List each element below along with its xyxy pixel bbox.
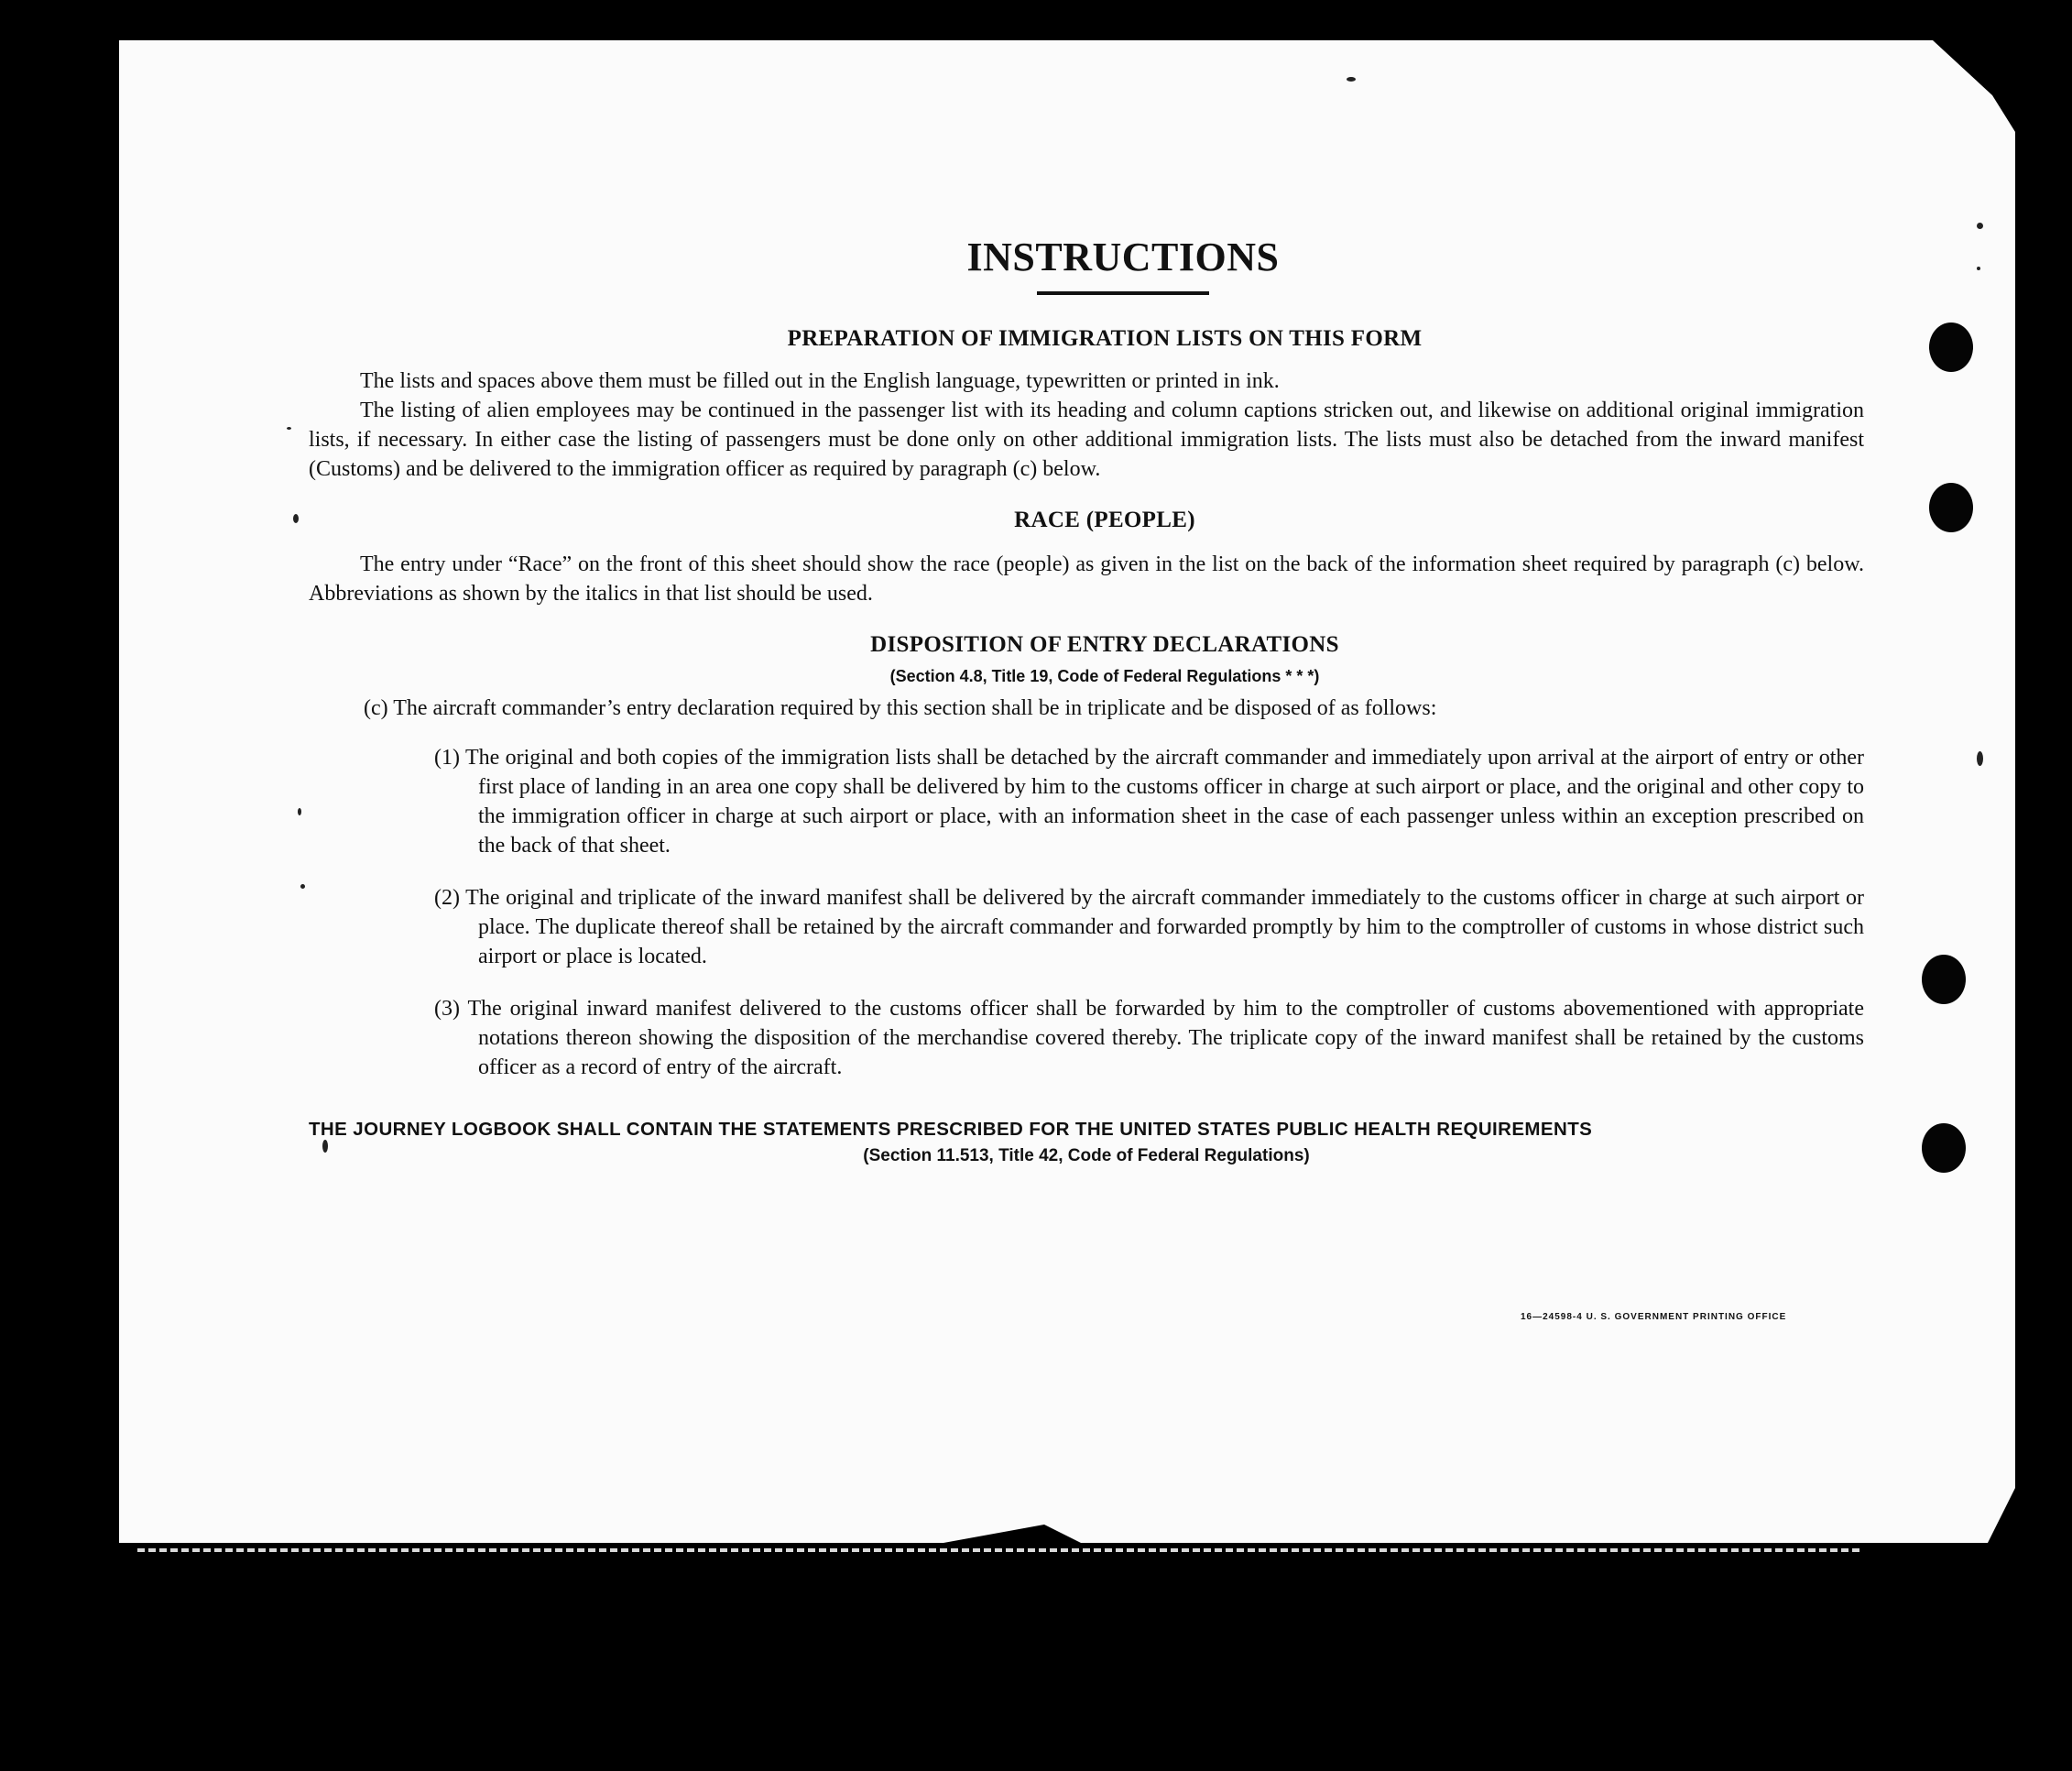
title-underline xyxy=(1037,291,1209,295)
paragraph: The entry under “Race” on the front of this sheet should show the race (people) as given in the list on the back of the information sheet required by paragraph (c) below. Abbreviations as shown by the italics in that list should be used. xyxy=(309,552,1864,606)
paragraph: The listing of alien employees may be continued in the passenger list with its heading and column captions stricken out, and likewise on additional original immigration lists, if necessary. In either case the listing of passengers must be done only on other additional immigration lists. The lists must also be detached from the inward manifest (Customs) and be delivered to the immigration officer as required by paragraph (c) below. xyxy=(309,399,1864,481)
footer-statement: THE JOURNEY LOGBOOK SHALL CONTAIN THE STATEMENTS PRESCRIBED FOR THE UNITED STATES PUBLIC HEALTH REQUIREMENTS xyxy=(309,1119,1593,1140)
punch-hole xyxy=(1922,1123,1966,1173)
margin-mark xyxy=(293,514,299,523)
margin-mark xyxy=(287,427,291,430)
section-citation: (Section 4.8, Title 19, Code of Federal Regulations * * *) xyxy=(889,667,1320,685)
punch-hole xyxy=(1922,955,1966,1004)
list-item: (1) The original and both copies of the immigration lists shall be detached by the aircraft commander and immediately upon arrival at the airport of entry or other first place of landing in an area one copy shall be delivered by him to the customs officer in charge at such airport or place, and the original and other copy to the immigration officer in charge at such airport or place, with an information sheet in the case of each passenger unless within an exception prescribed on the back of that sheet. xyxy=(434,746,1864,858)
perforated-edge xyxy=(137,1548,1859,1552)
list-item: (3) The original inward manifest delivered to the customs officer shall be forwarded by him to the comptroller of customs abovementioned with appropriate notations thereon showing the disposition of the merchandise covered thereby. The triplicate copy of the inward manifest shall be retained by the customs officer as a record of entry of the aircraft. xyxy=(434,997,1864,1079)
margin-mark xyxy=(1977,267,1980,270)
section-heading-disposition: DISPOSITION OF ENTRY DECLARATIONS xyxy=(870,632,1339,657)
section-heading-race: RACE (PEOPLE) xyxy=(1014,508,1195,532)
punch-hole xyxy=(1929,322,1973,372)
printer-imprint: 16—24598-4 U. S. GOVERNMENT PRINTING OFFICE xyxy=(1521,1312,1787,1322)
margin-mark xyxy=(1977,751,1983,766)
margin-mark xyxy=(1977,223,1983,229)
margin-mark xyxy=(1347,77,1356,82)
paragraph-c: (c) The aircraft commander’s entry declaration required by this section shall be in triplicate and be disposed of as follows: xyxy=(364,696,1437,720)
page-title: INSTRUCTIONS xyxy=(966,235,1280,279)
footer-citation: (Section 11.513, Title 42, Code of Federal Regulations) xyxy=(863,1146,1310,1165)
paragraph: The lists and spaces above them must be filled out in the English language, typewritten or printed in ink. xyxy=(360,369,1280,393)
margin-mark xyxy=(298,808,301,815)
section-heading-preparation: PREPARATION OF IMMIGRATION LISTS ON THIS FORM xyxy=(787,326,1423,351)
instructions-body xyxy=(309,234,1864,1166)
margin-mark xyxy=(300,884,305,889)
list-item: (2) The original and triplicate of the inward manifest shall be delivered by the aircraft commander immediately to the customs officer in charge at such airport or place. The duplicate thereof shall be retained by the aircraft commander and forwarded promptly by him to the comptroller of customs in whose district such airport or place is located. xyxy=(434,886,1864,968)
punch-hole xyxy=(1929,483,1973,532)
